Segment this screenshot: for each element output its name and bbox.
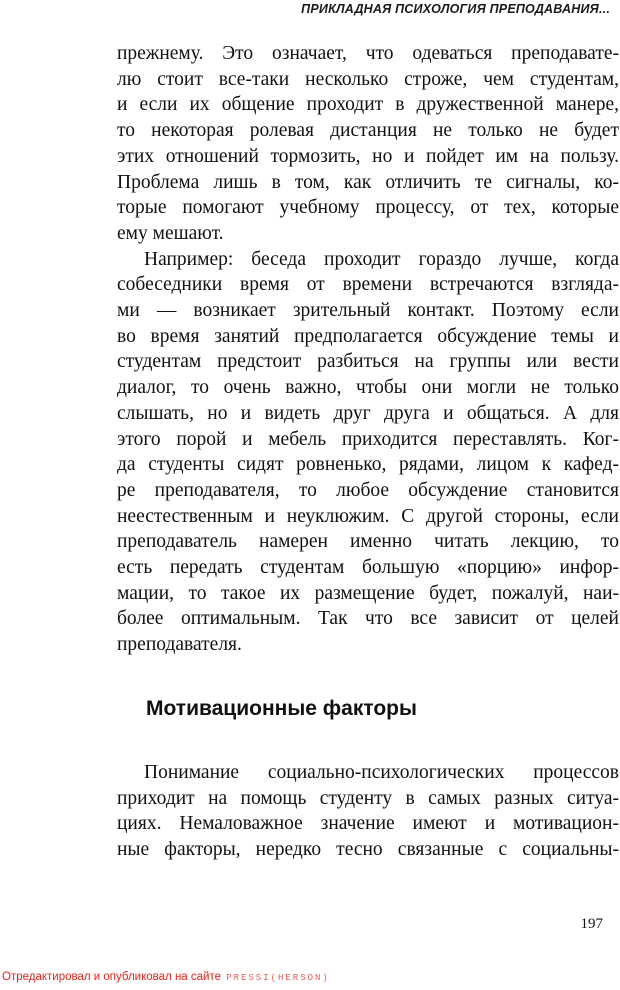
text-line: более оптимальным. Так что все зависит от целей: [117, 608, 619, 630]
text-line: неестественным и неуклюжим. С другой стороны, если: [117, 505, 619, 527]
text-line: ми — возникает зрительный контакт. Поэтому если: [117, 300, 619, 322]
text-line: этих отношений тормозить, но и пойдет им на пользу.: [117, 145, 619, 167]
credit-site-name: PRESSI(HERSON): [226, 973, 330, 983]
running-head: ПРИКЛАДНАЯ ПСИХОЛОГИЯ ПРЕПОДАВАНИЯ...: [301, 2, 610, 16]
text-line: преподавателя.: [117, 634, 242, 656]
text-line: Проблема лишь в том, как отличить те сигналы, ко-: [117, 171, 619, 193]
credit-text: Отредактировал и опубликовал на сайте: [2, 971, 221, 983]
text-line: ные факторы, нередко тесно связанные с социальны-: [117, 839, 619, 861]
text-line: преподаватель намерен именно читать лекцию, то: [117, 531, 619, 553]
text-line: во время занятий предполагается обсуждение темы и: [117, 325, 619, 347]
text-line: этого порой и мебель приходится переставлять. Ког-: [117, 428, 619, 450]
text-line: Понимание социально-психологических процессов: [144, 762, 619, 783]
text-line: ре преподавателя, то любое обсуждение становится: [117, 479, 619, 501]
text-line: диалог, то очень важно, чтобы они могли не только: [117, 377, 619, 399]
text-line: циях. Немаловажное значение имеют и мотивацион-: [117, 813, 619, 835]
body-text-top: [117, 41, 619, 658]
text-line: студентам предстоит разбиться на группы или вести: [117, 351, 619, 373]
text-line: собеседники время от времени встречаются взгляда-: [117, 274, 619, 296]
body-text-bottom: [117, 760, 619, 863]
page-number: 197: [580, 916, 603, 932]
section-heading: Мотивационные факторы: [146, 697, 417, 720]
text-line: да студенты сидят ровненько, рядами, лицом к кафед-: [117, 454, 619, 476]
text-line: прежнему. Это означает, что одеваться преподавате-: [117, 43, 619, 64]
text-line: лю стоит все-таки несколько строже, чем студентам,: [117, 68, 619, 90]
text-line: Например: беседа проходит гораздо лучше, когда: [144, 248, 619, 270]
text-line: приходит на помощь студенту в самых разных ситуа-: [117, 787, 619, 809]
text-line: ему мешают.: [117, 222, 224, 244]
text-line: слышать, но и видеть друг друга и общаться. А для: [117, 402, 619, 424]
text-line: и если их общение проходит в дружественной манере,: [117, 94, 619, 116]
text-line: есть передать студентам большую «порцию» инфор-: [117, 557, 619, 579]
text-line: торые помогают учебному процессу, от тех, которые: [117, 197, 619, 219]
text-line: мации, то такое их размещение будет, пожалуй, наи-: [117, 582, 619, 604]
publisher-credit: [2, 971, 330, 983]
text-line: то некоторая ролевая дистанция не только не будет: [117, 120, 619, 142]
